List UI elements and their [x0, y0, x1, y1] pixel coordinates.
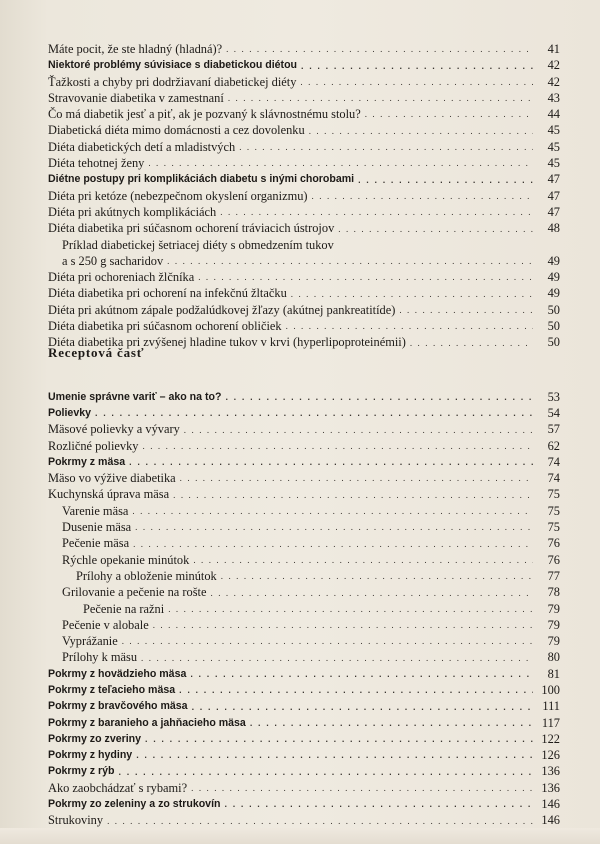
- dot-leader: [410, 338, 533, 348]
- toc-entry: [48, 188, 560, 204]
- toc-entry-title: Pokrmy z baranieho a jahňacieho mäsa: [48, 716, 246, 729]
- toc-entry-page: 41: [547, 42, 560, 56]
- page-bottom-edge: [0, 828, 600, 844]
- toc-entry: [48, 486, 560, 502]
- dot-leader: [192, 702, 533, 712]
- toc-entry: [48, 204, 560, 220]
- toc-entry: [48, 503, 560, 519]
- dot-leader: [184, 425, 533, 435]
- dot-leader: [239, 142, 533, 152]
- toc-entry-example-line1: [48, 237, 560, 253]
- toc-entry: [48, 633, 560, 649]
- toc-entry-title: Pečenie na ražni: [83, 601, 165, 616]
- toc-entry-page: 49: [547, 253, 560, 268]
- toc-entry-page: 81: [547, 666, 560, 681]
- toc-entry-title: Varenie mäsa: [62, 503, 129, 518]
- toc-entry-title: Pokrmy z mäsa: [48, 455, 126, 468]
- dot-leader: [143, 441, 534, 451]
- dot-leader: [173, 490, 533, 500]
- toc-entry-page: 43: [547, 90, 560, 105]
- toc-entry-page: 45: [547, 156, 560, 171]
- toc-entry-title: Kuchynská úprava mäsa: [48, 487, 170, 502]
- toc-entry: [48, 302, 560, 318]
- toc-entry-title: Polievky: [48, 406, 91, 419]
- toc-entry-title: Rozličné polievky: [48, 438, 139, 453]
- toc-entry-page: 136: [541, 780, 560, 795]
- dot-leader: [168, 604, 533, 614]
- toc-entry-title: Mäso vo výžive diabetika: [48, 471, 176, 486]
- dot-leader: [221, 571, 533, 581]
- toc-entry-title: Diéta pri ochoreniach žlčníka: [48, 270, 195, 285]
- toc-chapter-entry: [48, 698, 560, 714]
- toc-entry-page: 44: [547, 107, 560, 122]
- dot-leader: [220, 207, 533, 217]
- toc-entry-page: 47: [547, 188, 560, 203]
- toc-entry-page: 42: [547, 58, 560, 73]
- toc-chapter-entry: [48, 747, 560, 763]
- toc-chapter-entry: [48, 715, 560, 731]
- toc-entry-page: 49: [547, 286, 560, 301]
- toc-entry-title: Stravovanie diabetika v zamestnaní: [48, 90, 224, 105]
- toc-entry-page: 126: [541, 748, 560, 763]
- toc-entry: [48, 535, 560, 551]
- toc-entry-page: 74: [547, 471, 560, 486]
- dot-leader: [226, 44, 533, 54]
- dot-leader: [399, 305, 533, 315]
- toc-entry-page: 53: [547, 389, 560, 404]
- table-of-contents: [48, 41, 560, 829]
- toc-entry-page: 146: [541, 813, 560, 828]
- toc-entry-title: Mäsové polievky a vývary: [48, 422, 180, 437]
- dot-leader: [225, 799, 534, 809]
- toc-entry-title: Grilovanie a pečenie na rošte: [62, 585, 207, 600]
- toc-entry-title: Diéta pri akútnom zápale podžalúdkovej žľazy (akútnej pankreatitíde): [48, 302, 396, 317]
- toc-entry-title: Diéta diabetika pri ochorení na infekčnú žltačku: [48, 286, 287, 301]
- toc-entry-page: 75: [547, 520, 560, 535]
- toc-entry: [48, 122, 560, 138]
- toc-entry-page: 77: [547, 568, 560, 583]
- dot-leader: [133, 539, 533, 549]
- toc-entry-title: Pečenie v alobale: [62, 617, 149, 632]
- toc-entry-title: Pokrmy z hydiny: [48, 749, 133, 762]
- toc-entry: [48, 139, 560, 155]
- toc-entry-page: 76: [547, 552, 560, 567]
- toc-entry-example-line2: [48, 253, 560, 269]
- toc-part-diet-continued: [48, 269, 560, 350]
- dot-leader: [365, 109, 533, 119]
- toc-entry-title: Diéta pri ketóze (nebezpečnom okyslení organizmu): [48, 188, 308, 203]
- toc-entry: [48, 74, 560, 90]
- dot-leader: [211, 588, 534, 598]
- toc-entry: [48, 269, 560, 285]
- toc-entry-page: 62: [547, 438, 560, 453]
- dot-leader: [312, 191, 533, 201]
- toc-entry-page: 75: [547, 487, 560, 502]
- toc-entry-title: Ťažkosti a chyby pri dodržiavaní diabetickej diéty: [48, 74, 297, 89]
- toc-entry-page: 79: [547, 601, 560, 616]
- toc-entry: [48, 470, 560, 486]
- toc-chapter-entry: [48, 682, 560, 698]
- dot-leader: [225, 392, 533, 402]
- toc-entry-title: Diabetická diéta mimo domácnosti a cez dovolenku: [48, 123, 305, 138]
- toc-entry: [48, 649, 560, 665]
- toc-entry-title: Pokrmy z bravčového mäsa: [48, 700, 188, 713]
- toc-entry: [48, 106, 560, 122]
- toc-entry-page: 50: [547, 335, 560, 350]
- dot-leader: [193, 555, 533, 565]
- dot-leader: [179, 685, 533, 695]
- toc-entry: [48, 285, 560, 301]
- dot-leader: [338, 224, 533, 234]
- toc-entry-page: 50: [547, 302, 560, 317]
- toc-entry-page: 45: [547, 123, 560, 138]
- toc-entry-title: Diéta pri akútnych komplikáciách: [48, 204, 217, 219]
- toc-entry: [48, 220, 560, 236]
- toc-entry-title: Diéta tehotnej ženy: [48, 156, 145, 171]
- dot-leader: [228, 93, 533, 103]
- toc-entry-title: Prílohy a obloženie minútok: [76, 568, 217, 583]
- toc-chapter-entry: [48, 171, 560, 187]
- toc-entry-page: 49: [547, 270, 560, 285]
- toc-entry-page: 57: [547, 422, 560, 437]
- toc-entry-page: 74: [547, 454, 560, 469]
- toc-entry-page: 42: [547, 74, 560, 89]
- dot-leader: [141, 653, 533, 663]
- dot-leader: [148, 158, 533, 168]
- toc-entry: [48, 568, 560, 584]
- toc-entry-title: Čo má diabetik jesť a piť, ak je pozvaný k slávnostnému stolu?: [48, 107, 361, 122]
- dot-leader: [191, 783, 533, 793]
- toc-entry-title: Diétne postupy pri komplikáciách diabetu s inými chorobami: [48, 173, 355, 186]
- dot-leader: [153, 620, 533, 630]
- toc-entry-title: Strukoviny: [48, 813, 104, 828]
- toc-entry-page: 117: [541, 715, 560, 730]
- toc-entry-page: 79: [547, 617, 560, 632]
- dot-leader: [122, 636, 533, 646]
- toc-entry-page: 48: [547, 221, 560, 236]
- toc-entry-title: Diéta diabetika pri súčasnom ochorení obličiek: [48, 319, 282, 334]
- toc-entry-page: 76: [547, 536, 560, 551]
- toc-entry-page: 136: [541, 764, 560, 779]
- dot-leader: [190, 669, 533, 679]
- toc-chapter-entry: [48, 389, 560, 405]
- toc-entry-title: Vyprážanie: [62, 634, 118, 649]
- toc-entry: [48, 155, 560, 171]
- toc-entry: [48, 812, 560, 828]
- section-heading: Receptová časť: [48, 345, 145, 360]
- toc-entry-title: Pokrmy z hovädzieho mäsa: [48, 667, 187, 680]
- dot-leader: [250, 718, 533, 728]
- toc-entry: [48, 584, 560, 600]
- toc-entry: [48, 438, 560, 454]
- dot-leader: [135, 522, 533, 532]
- toc-entry: [48, 318, 560, 334]
- dot-leader: [286, 321, 533, 331]
- toc-entry-title: Pokrmy z teľacieho mäsa: [48, 683, 176, 696]
- toc-entry-page: 54: [547, 405, 560, 420]
- toc-entry-title: Pokrmy z rýb: [48, 765, 115, 778]
- toc-entry: [48, 90, 560, 106]
- toc-entry-title: Rýchle opekanie minútok: [62, 552, 190, 567]
- toc-entry-title: Pečenie mäsa: [62, 536, 130, 551]
- toc-entry-page: 45: [547, 139, 560, 154]
- toc-entry: [48, 601, 560, 617]
- toc-entry: [48, 780, 560, 796]
- toc-entry-title: Pokrmy zo zeleniny a zo strukovín: [48, 798, 221, 811]
- toc-entry-title: Pokrmy zo zveriny: [48, 732, 142, 745]
- toc-entry-title: Umenie správne variť – ako na to?: [48, 390, 222, 403]
- toc-entry-title: a s 250 g sacharidov: [62, 253, 164, 268]
- toc-chapter-entry: [48, 796, 560, 812]
- dot-leader: [95, 408, 533, 418]
- toc-entry-title: Dusenie mäsa: [62, 520, 132, 535]
- toc-part-recipes: [48, 389, 560, 829]
- dot-leader: [167, 256, 533, 266]
- dot-leader: [136, 750, 533, 760]
- toc-entry-page: 100: [541, 682, 560, 697]
- toc-entry-page: 79: [547, 634, 560, 649]
- toc-entry-page: 50: [547, 319, 560, 334]
- toc-entry-title: Príklad diabetickej šetriacej diéty s obmedzením tukov: [62, 237, 334, 252]
- toc-entry-title: Diéta diabetických detí a mladistvých: [48, 139, 236, 154]
- dot-leader: [291, 289, 533, 299]
- toc-entry-title: Prílohy k mäsu: [62, 650, 138, 665]
- toc-entry-title: Diéta diabetika pri súčasnom ochorení tráviacich ústrojov: [48, 221, 335, 236]
- toc-entry: [48, 41, 560, 57]
- dot-leader: [198, 272, 533, 282]
- toc-entry-page: 111: [542, 699, 560, 714]
- toc-entry-page: 47: [547, 172, 560, 187]
- toc-entry-title: Ako zaobchádzať s rybami?: [48, 780, 188, 795]
- toc-entry: [48, 617, 560, 633]
- dot-leader: [309, 126, 533, 136]
- toc-entry-page: 75: [547, 503, 560, 518]
- toc-chapter-entry: [48, 763, 560, 779]
- dot-leader: [132, 506, 533, 516]
- toc-chapter-entry: [48, 405, 560, 421]
- toc-entry-title: Diéta diabetika pri zvýšenej hladine tukov v krvi (hyperlipoproteinémii): [48, 335, 406, 350]
- toc-entry: [48, 421, 560, 437]
- toc-entry-page: 78: [547, 585, 560, 600]
- toc-entry-title: Niektoré problémy súvisiace s diabetickou diétou: [48, 59, 298, 72]
- toc-entry-page: 122: [541, 731, 560, 746]
- toc-entry: [48, 552, 560, 568]
- toc-chapter-entry: [48, 731, 560, 747]
- toc-part-diet: [48, 41, 560, 237]
- dot-leader: [129, 457, 533, 467]
- dot-leader: [119, 767, 533, 777]
- dot-leader: [358, 175, 533, 185]
- toc-entry-page: 80: [547, 650, 560, 665]
- dot-leader: [107, 816, 533, 826]
- dot-leader: [301, 61, 533, 71]
- dot-leader: [300, 77, 533, 87]
- toc-entry-page: 146: [541, 797, 560, 812]
- toc-chapter-entry: [48, 454, 560, 470]
- toc-entry-title: Máte pocit, že ste hladný (hladná)?: [48, 42, 223, 56]
- toc-chapter-entry: [48, 666, 560, 682]
- dot-leader: [145, 734, 533, 744]
- toc-chapter-entry: [48, 57, 560, 73]
- toc-entry-page: 47: [547, 204, 560, 219]
- toc-entry: [48, 519, 560, 535]
- dot-leader: [180, 473, 533, 483]
